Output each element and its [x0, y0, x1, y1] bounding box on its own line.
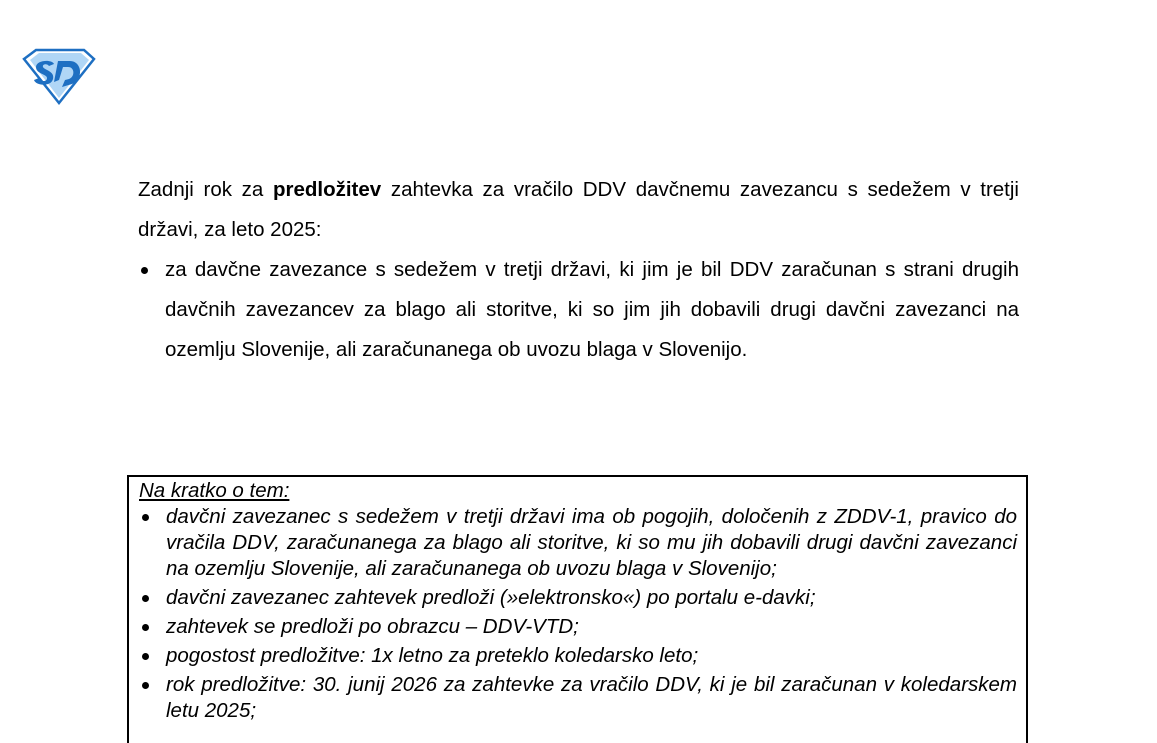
summary-list-item: [139, 614, 1017, 640]
summary-list-item: [139, 643, 1017, 669]
bullet-icon: [142, 682, 149, 689]
intro-sentence-start: Zadnji rok za: [138, 178, 273, 201]
intro-sentence-bold: predložitev: [272, 178, 382, 201]
summary-item-text: davčni zavezanec zahtevek predloži (»elektronsko«) po portalu e-davki;: [166, 586, 816, 609]
summary-item-text: pogostost predložitve: 1x letno za preteklo koledarsko leto;: [166, 644, 699, 667]
summary-item-text: davčni zavezanec s sedežem v tretji državi ima ob pogojih, določenih z ZDDV-1, pravico do vračila DDV, zaračunanega za blago ali storitve, ki so mu jih dobavili drugi davčni zavezanci na ozemlju Slovenije, ali zaračunanega ob uvozu blaga v Slovenijo;: [166, 505, 1017, 580]
bullet-icon: [141, 267, 148, 274]
intro-list-item: [138, 250, 1019, 370]
summary-list-item: [139, 585, 1017, 611]
intro-section: [138, 170, 1019, 370]
intro-sentence-end: zahtevka za vračilo DDV davčnemu zavezancu s sedežem v tretji državi, za leto 2025:: [138, 178, 1019, 241]
bullet-icon: [142, 514, 149, 521]
logo-shield-icon: [22, 47, 96, 105]
bullet-icon: [142, 595, 149, 602]
summary-list: [139, 504, 1017, 724]
summary-item-text: zahtevek se predloži po obrazcu – DDV-VTD;: [166, 615, 579, 638]
intro-list: [138, 250, 1019, 370]
summary-title: Na kratko o tem:: [139, 479, 290, 502]
summary-box: [127, 475, 1028, 743]
intro-sentence: [138, 170, 1019, 250]
summary-list-item: [139, 672, 1017, 724]
intro-list-item-text: za davčne zavezance s sedežem v tretji državi, ki jim je bil DDV zaračunan s strani drugih davčnih zavezancev za blago ali storitve, ki so jim jih dobavili drugi davčni zavezanci na ozemlju Slovenije, ali zaračunanega ob uvozu blaga v Slovenijo.: [165, 258, 1019, 361]
bullet-icon: [142, 624, 149, 631]
company-logo-icon: [22, 47, 96, 105]
summary-item-text: rok predložitve: 30. junij 2026 za zahtevke za vračilo DDV, ki je bil zaračunan v koledarskem letu 2025;: [166, 673, 1017, 722]
bullet-icon: [142, 653, 149, 660]
summary-list-item: [139, 504, 1017, 582]
